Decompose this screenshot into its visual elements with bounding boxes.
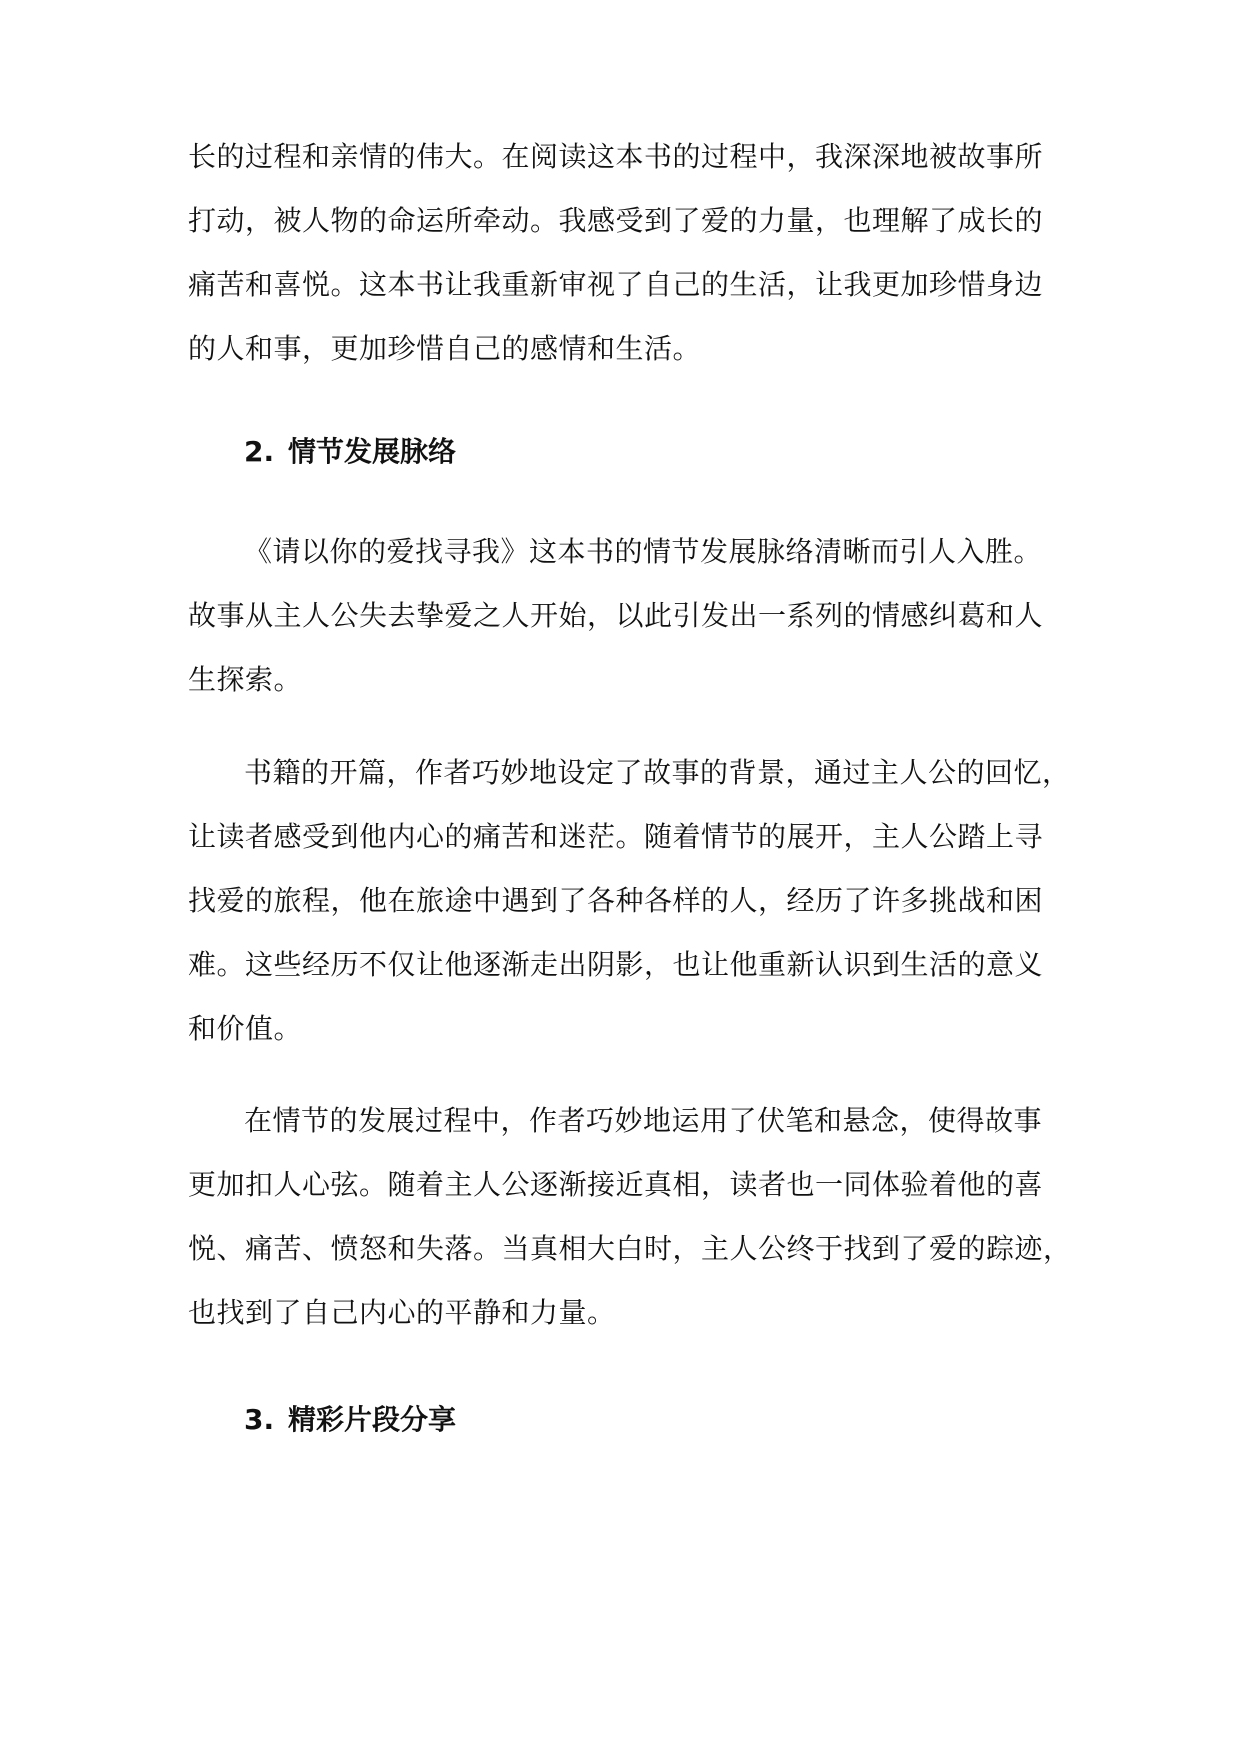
paragraph-line: 故事从主人公失去挚爱之人开始，以此引发出一系列的情感纠葛和人 xyxy=(188,599,1044,632)
section-heading-2 xyxy=(244,432,456,472)
paragraph-line: 在情节的发展过程中，作者巧妙地运用了伏笔和悬念，使得故事 xyxy=(244,1104,1043,1137)
paragraph-line: 的人和事，更加珍惜自己的感情和生活。 xyxy=(188,332,702,365)
paragraph-line: 找爱的旅程，他在旅途中遇到了各种各样的人，经历了许多挑战和困 xyxy=(188,884,1044,917)
paragraph-line: 长的过程和亲情的伟大。在阅读这本书的过程中，我深深地被故事所 xyxy=(188,140,1044,173)
section-heading-3 xyxy=(244,1400,456,1440)
paragraph-line: 更加扣人心弦。随着主人公逐渐接近真相，读者也一同体验着他的喜 xyxy=(188,1168,1044,1201)
paragraph-line: 悦、痛苦、愤怒和失落。当真相大白时，主人公终于找到了爱的踪迹， xyxy=(188,1232,1072,1265)
section-title: 精彩片段分享 xyxy=(288,1403,457,1436)
paragraph-line: 难。这些经历不仅让他逐渐走出阴影，也让他重新认识到生活的意义 xyxy=(188,948,1044,981)
paragraph-line: 打动，被人物的命运所牵动。我感受到了爱的力量，也理解了成长的 xyxy=(188,204,1044,237)
paragraph-line: 《请以你的爱找寻我》这本书的情节发展脉络清晰而引人入胜。 xyxy=(244,535,1043,568)
paragraph-line: 生探索。 xyxy=(188,663,303,696)
paragraph-line: 让读者感受到他内心的痛苦和迷茫。随着情节的展开，主人公踏上寻 xyxy=(188,820,1044,853)
paragraph-line: 也找到了自己内心的平静和力量。 xyxy=(188,1296,616,1329)
section-number: 3. xyxy=(244,1403,275,1436)
paragraph-line: 和价值。 xyxy=(188,1012,303,1045)
section-number: 2. xyxy=(244,435,275,468)
section-title: 情节发展脉络 xyxy=(288,435,457,468)
paragraph-line: 书籍的开篇，作者巧妙地设定了故事的背景，通过主人公的回忆， xyxy=(244,756,1071,789)
paragraph-line: 痛苦和喜悦。这本书让我重新审视了自己的生活，让我更加珍惜身边 xyxy=(188,268,1044,301)
